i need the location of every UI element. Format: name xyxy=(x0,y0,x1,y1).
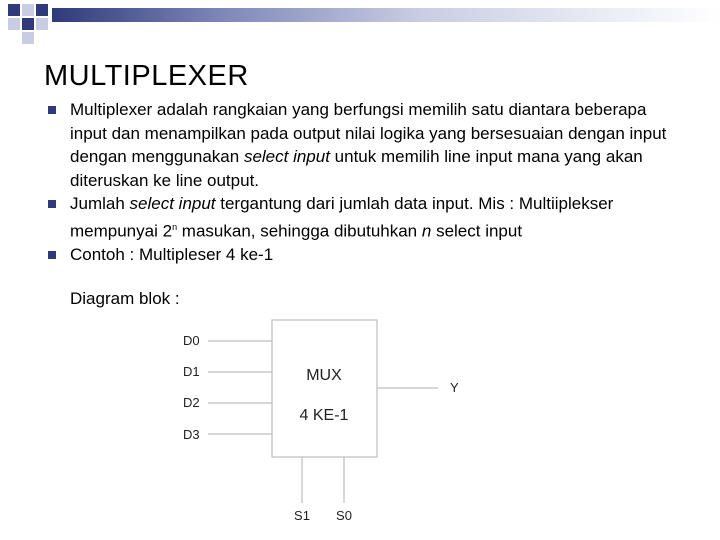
select-label-s0: S0 xyxy=(336,508,352,523)
bullet-emphasis: n xyxy=(421,221,432,241)
output-label-y: Y xyxy=(450,380,459,395)
bullet-emphasis: select input xyxy=(129,194,216,213)
mux-block xyxy=(272,320,377,457)
bullet-text: Multiplexer adalah rangkaian yang berfungsi memilih satu diantara beberapa input dan menampilkan pada output nilai logika yang bersesuaian dengan input dengan menggunakan xyxy=(70,100,667,166)
bullet-text: untuk memilih line input mana yang akan diteruskan ke line output. xyxy=(70,147,643,190)
block-subtitle: 4 KE-1 xyxy=(299,407,349,424)
slide-title: MULTIPLEXER xyxy=(44,60,249,92)
bullet-text: select input xyxy=(431,221,523,241)
bullet-text: masukan, sehingga dibutuhkan xyxy=(177,221,422,241)
input-label-d2: D2 xyxy=(183,395,200,410)
select-label-s1: S1 xyxy=(294,508,310,523)
bullet-text: tergantung dari jumlah data input. Mis : Multiiplekser mempunyai 2 xyxy=(70,194,614,241)
input-label-d3: D3 xyxy=(183,427,200,442)
input-label-d0: D0 xyxy=(183,333,200,348)
block-title: MUX xyxy=(306,367,342,384)
input-label-d1: D1 xyxy=(183,364,200,379)
bullet-text: Contoh : Multipleser 4 ke-1 xyxy=(70,244,274,264)
bullet-text: Jumlah xyxy=(70,194,130,213)
diagram-caption: Diagram blok : xyxy=(70,289,180,308)
bullet-emphasis: select input xyxy=(243,147,330,166)
bullet-superscript: n xyxy=(172,221,178,232)
